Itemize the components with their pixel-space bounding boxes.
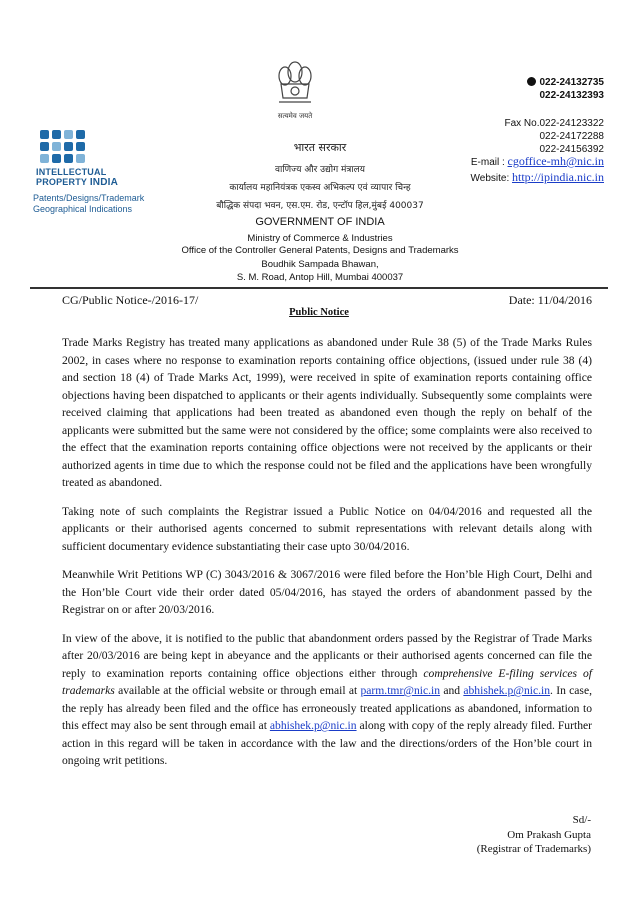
notice-reference: CG/Public Notice-/2016-17/: [62, 293, 199, 307]
header-divider: [30, 287, 608, 289]
phone-icon: [527, 77, 536, 86]
signature-block: Sd/- Om Prakash Gupta (Registrar of Trademarks): [476, 814, 591, 855]
website-link[interactable]: http://ipindia.nic.in: [512, 170, 604, 184]
notice-body: [62, 334, 592, 781]
office-address: S. M. Road, Antop Hill, Mumbai 400037: [236, 272, 404, 283]
hindi-address: बौद्धिक संपदा भवन, एस.एम. रोड, एन्टॉप हिल,मुंबई 400037: [216, 201, 424, 211]
paragraph-4: In view of the above, it is notified to the public that abandonment orders passed by the Registrar of Trade Marks after 20/03/2016 are being kept in abeyance and the applicants or their authorised agents concerned can file the reply to examination reports containing office objections either through comprehensive E-filing services of trademarks available at the official website or through email at parm.tmr@nic.in and abhishek.p@nic.in. In case, the reply has already been filed and the office has erroneously treated applications as abandoned, information to this effect may also be sent through email at abhishek.p@nic.in along with copy of the reply already filed. Further action in this regard will be taken in accordance with the law and the directions/orders of the Hon’ble court in ongoing writ petitions.: [62, 631, 592, 767]
phone-numbers: 022-24132735 022-24132393: [527, 76, 604, 102]
notice-date: Date: 11/04/2016: [508, 293, 592, 307]
paragraph-2: Taking note of such complaints the Registrar issued a Public Notice on 04/04/2016 and requested all the applicants or their authorised agents concerned to submit representations with relevant details along with sufficient documentary evidence substantiating their case upto 30/04/2016.: [62, 504, 592, 553]
fax-numbers: Fax No.022-24123322 022-24172288 022-24156392: [504, 118, 604, 155]
email-abhishek-link-2[interactable]: abhishek.p@nic.in: [269, 719, 357, 732]
paragraph-1: Trade Marks Registry has treated many applications as abandoned under Rule 38 (5) of the Trade Marks Rules 2002, in cases where no response to examination reports containing office objections, (issued under rule 38 (4) and section 18 (4) of Trade Marks Act, 1999), were received in spite of examination reports containing office objections having been dispatched to applicants or their agents individually. Subsequently some complaints were received claiming that applications had been treated as abandoned even though the reply on behalf of the applicants were submitted but the same were not considered by the office; some complaints were also received to the effect that the examination reports containing office objections were not received by the applicants or their authorized agents in time due to which the response could not be filed and the applications have been wrongfully treated as abandoned.: [62, 336, 592, 489]
hindi-ministry: वाणिज्य और उद्योग मंत्रालय: [274, 165, 365, 175]
hindi-gov: भारत सरकार: [293, 141, 347, 154]
email-link[interactable]: cgoffice-mh@nic.in: [507, 154, 604, 168]
gov-of-india: GOVERNMENT OF INDIA: [255, 216, 385, 228]
office-name: Office of the Controller General Patents, Designs and Trademarks: [181, 245, 459, 256]
paragraph-3: Meanwhile Writ Petitions WP (C) 3043/2016 & 3067/2016 were filed before the Hon’ble High Court, Delhi and the Hon’ble Court vide their order dated 05/04/2016, has stayed the orders of abandonment passed by the Registrar on or after 20/03/2016.: [62, 568, 592, 616]
ashoka-emblem-icon: [271, 54, 319, 134]
emblem-motto: सत्यमेव जयते: [277, 112, 313, 120]
email-website: E-mail : cgoffice-mh@nic.in Website: http://ipindia.nic.in: [470, 154, 604, 184]
logo-text: INTELLECTUAL PROPERTY INDIA: [36, 167, 119, 188]
building-name: Boudhik Sampada Bhawan,: [261, 259, 379, 270]
email-abhishek-link[interactable]: abhishek.p@nic.in: [463, 684, 551, 697]
hindi-office: कार्यालय महानियंत्रक एकस्व अभिकल्प एवं व्यापार चिन्ह: [229, 183, 411, 193]
ministry: Ministry of Commerce & Industries: [247, 233, 393, 244]
email-parm-link[interactable]: parm.tmr@nic.in: [360, 684, 441, 697]
logo-subtitle: Patents/Designs/Trademark Geographical Indications: [33, 193, 145, 214]
notice-title: Public Notice: [289, 307, 349, 318]
